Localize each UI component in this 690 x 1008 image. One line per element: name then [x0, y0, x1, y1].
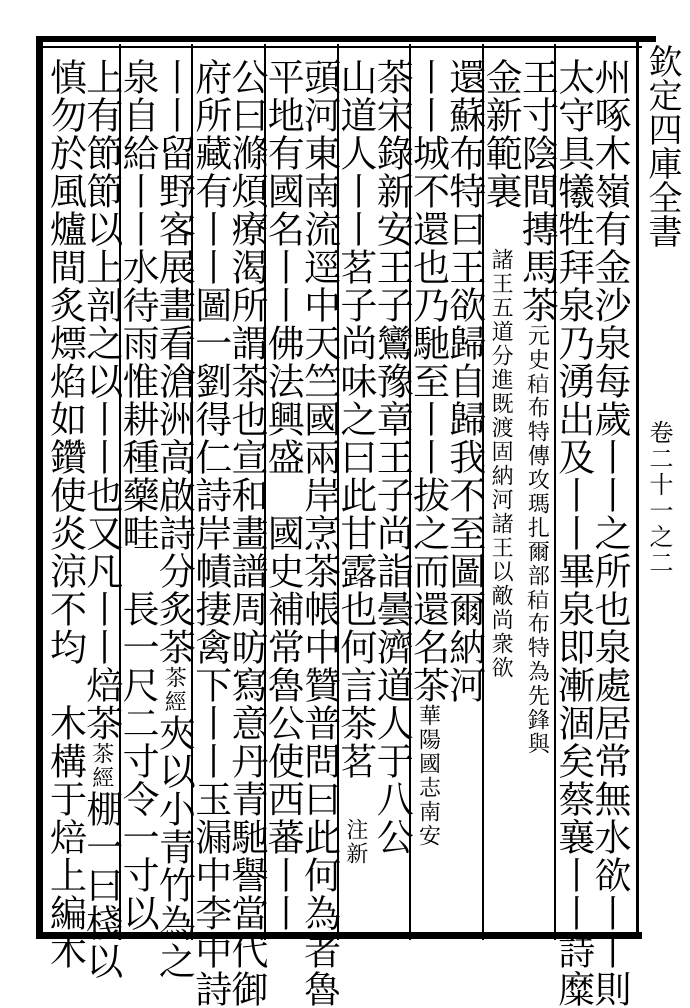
- annotation-text: 注新: [342, 818, 368, 866]
- body-text: 茶: [370, 58, 414, 96]
- frame-top-inner-rule: [36, 46, 642, 48]
- body-text: 平地有國名丨丨佛法興盛: [261, 58, 305, 476]
- annotation-text: 茶經: [88, 742, 114, 790]
- body-text: 頭河東南流逕中天竺國兩岸: [297, 58, 341, 514]
- frame-right-rule: [636, 36, 639, 939]
- text-column: [224, 58, 268, 1008]
- annotation-text: 元史𥞞布特傳攻瑪扎爾部𥞞布特為先鋒與: [524, 324, 550, 756]
- annotation-text: 諸王五道分進既渡固納河諸王以敵尚衆欲: [488, 248, 514, 680]
- body-text: 炙茶: [152, 590, 196, 666]
- text-column: [551, 58, 595, 1008]
- annotation-text: 茶經: [161, 666, 187, 714]
- body-text: 王寸陰間摶: [515, 58, 559, 248]
- text-column: [442, 58, 486, 938]
- text-column: [515, 58, 559, 938]
- frame-left-rule: [36, 36, 43, 939]
- text-column: [116, 58, 160, 938]
- body-text: 帳中贊普問曰此何為者魯: [297, 590, 341, 1008]
- body-text: 馬茶: [515, 248, 559, 324]
- body-text: 府所藏有丨丨圖一劉得仁詩岸幘捿禽下丨丨玉漏中李中詩: [188, 58, 232, 1008]
- body-text: 木構于焙上編木: [43, 704, 87, 970]
- body-text: 棚一曰棧以: [79, 790, 123, 980]
- text-column: [79, 58, 123, 980]
- body-text: 烹茶: [297, 514, 341, 590]
- annotation-text: 華陽國志南安: [415, 704, 441, 848]
- body-text: 慎勿於風爐間炙熛焰如鑽使炎涼不均: [43, 58, 87, 666]
- body-text: 夾以小青竹為之: [152, 714, 196, 980]
- body-text: 長一尺二寸令一寸以: [116, 590, 160, 932]
- frame-top-rule: [36, 36, 656, 42]
- body-text: 名茶: [406, 628, 450, 704]
- body-text: 丨丨城不還也乃馳至丨丨拔之而還: [406, 58, 450, 628]
- text-column: [43, 58, 87, 970]
- text-column: [333, 58, 377, 938]
- body-text: 州啄木嶺有金沙泉每歲丨丨之所也泉處居常無水欲丨丨則: [587, 58, 631, 1008]
- body-text: 金新範裏: [479, 58, 523, 210]
- body-text: 國史補常魯公使西蕃丨丨: [261, 514, 305, 932]
- text-column: [261, 58, 305, 938]
- body-text: 泉自給丨丨水待雨惟耕種藥畦: [116, 58, 160, 552]
- text-column: [297, 58, 341, 1008]
- volume-label: 卷二十一之二: [645, 420, 673, 576]
- body-text: 公曰滌煩療渴所謂茶也宣和畫譜周昉寫意丹青馳譽當代御: [224, 58, 268, 1008]
- body-text: 山道人丨丨茗子尚味之曰此甘露也何言茶茗: [333, 58, 377, 780]
- text-column: [406, 58, 450, 938]
- body-text: 宋錄新安王子鸞豫章王子尚詣曇濟道人于八公: [370, 96, 414, 856]
- book-title: 欽定四庫全書: [642, 44, 682, 248]
- body-text: 還蘇布特曰王欲歸自歸我不至圖爾納河: [442, 58, 486, 704]
- body-text: 太守具犧牲拜泉乃湧出及丨丨畢泉即漸涸矣蔡襄丨丨詩糜: [551, 58, 595, 1008]
- body-text: 焙茶: [79, 666, 123, 742]
- body-text: 丨丨留野客展畫看滄洲高啟詩分: [152, 58, 196, 590]
- body-text: 上有節節以上剖之以丨丨也又凡丨丨: [79, 58, 123, 666]
- text-column: [587, 58, 631, 1008]
- text-column: [152, 58, 196, 980]
- text-column: [188, 58, 232, 1008]
- text-column: [479, 58, 523, 938]
- body-text: [43, 666, 86, 704]
- text-column: [370, 58, 414, 938]
